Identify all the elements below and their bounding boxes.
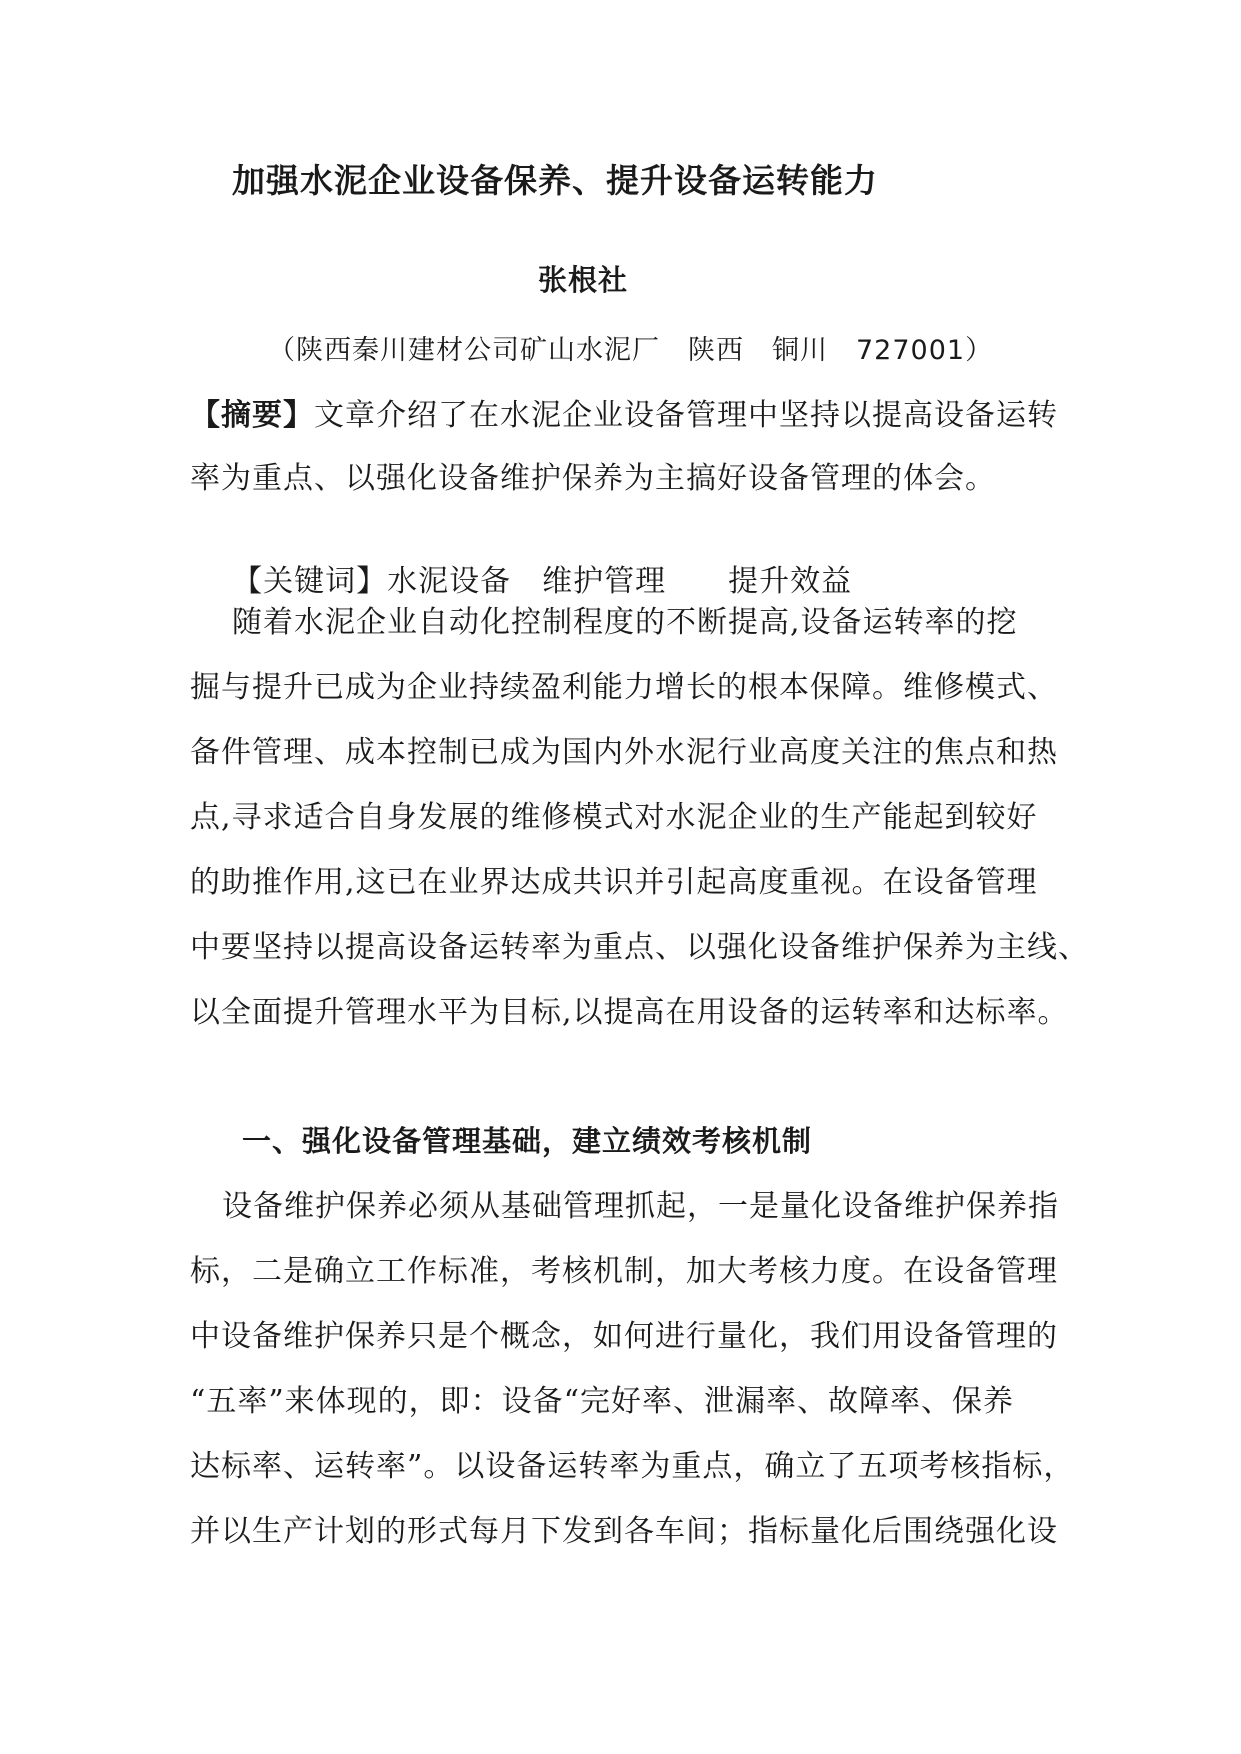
intro-line: 的助推作用,这已在业界达成共识并引起高度重视。在设备管理 [190,865,1038,900]
abstract-label: 【摘要】 [190,398,314,433]
intro-line: 掘与提升已成为企业持续盈利能力增长的根本保障。维修模式、 [190,670,1058,705]
section1-line: “五率”来体现的，即：设备“完好率、泄漏率、故障率、保养 [190,1384,1015,1419]
section1-line: 标，二是确立工作标准，考核机制，加大考核力度。在设备管理 [190,1254,1058,1289]
abstract-line-2: 率为重点、以强化设备维护保养为主搞好设备管理的体会。 [190,461,996,496]
section1-line: 并以生产计划的形式每月下发到各车间；指标量化后围绕强化设 [190,1514,1058,1549]
section1-line: 设备维护保养必须从基础管理抓起，一是量化设备维护保养指 [222,1189,1059,1224]
section1-line: 达标率、运转率”。以设备运转率为重点，确立了五项考核指标， [190,1449,1075,1484]
intro-line: 备件管理、成本控制已成为国内外水泥行业高度关注的焦点和热 [190,735,1058,770]
section1-line: 中设备维护保养只是个概念，如何进行量化，我们用设备管理的 [190,1319,1058,1354]
keywords-text: 水泥设备 维护管理 提升效益 [387,564,853,599]
intro-line: 随着水泥企业自动化控制程度的不断提高,设备运转率的挖 [232,605,1018,640]
intro-line: 点,寻求适合自身发展的维修模式对水泥企业的生产能起到较好 [190,800,1038,835]
abstract-text-1: 文章介绍了在水泥企业设备管理中坚持以提高设备运转 [314,398,1058,433]
intro-line: 中要坚持以提高设备运转率为重点、以强化设备维护保养为主线、 [190,930,1089,965]
page-title: 加强水泥企业设备保养、提升设备运转能力 [232,161,878,200]
author-affiliation: （陕西秦川建材公司矿山水泥厂 陕西 铜川 727001） [268,335,994,366]
keywords-label: 【关键词】 [232,564,388,599]
intro-line: 以全面提升管理水平为目标,以提高在用设备的运转率和达标率。 [190,995,1069,1030]
abstract-line-1 [190,396,1058,436]
author-name: 张根社 [538,263,629,297]
section-heading: 一、强化设备管理基础，建立绩效考核机制 [242,1124,813,1158]
